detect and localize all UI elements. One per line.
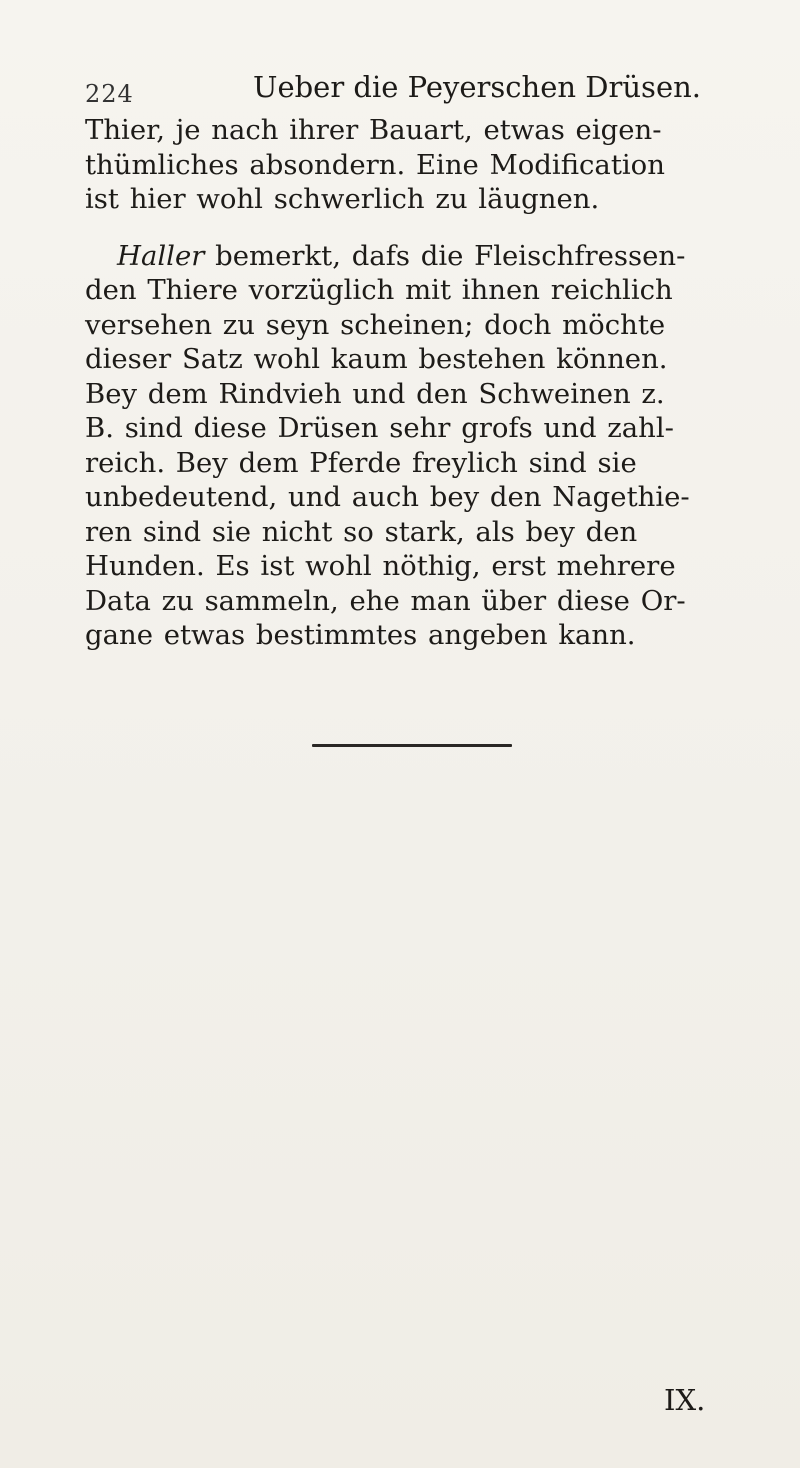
paragraph-1 xyxy=(85,113,725,217)
text-line: Hunden. Es ist wohl nöthig, erst mehrere xyxy=(85,550,676,582)
text-line: Data zu sammeln, ehe man über diese Or- xyxy=(85,584,686,617)
text-line xyxy=(85,239,725,274)
text-line: reich. Bey dem Pferde freylich sind sie xyxy=(85,446,637,479)
text-line: ren sind sie nicht so stark, als bey den xyxy=(85,515,638,548)
body-text xyxy=(85,113,725,653)
author-name: Haller xyxy=(117,239,205,272)
section-divider xyxy=(312,744,512,747)
page-header xyxy=(85,70,725,110)
text-line: Thier, je nach ihrer Bauart, etwas eigen- xyxy=(85,114,662,146)
signature-mark: IX. xyxy=(664,1383,706,1417)
text-line: B. sind diese Drüsen sehr grofs und zahl- xyxy=(85,412,674,444)
text-line: gane etwas bestimmtes angeben kann. xyxy=(85,619,636,651)
text-line: versehen zu seyn scheinen; doch möchte xyxy=(85,308,666,341)
text-line: thümliches absondern. Eine Modification xyxy=(85,148,665,181)
text-line: dieser Satz wohl kaum bestehen können. xyxy=(85,343,668,375)
text-line: den Thiere vorzüglich mit ihnen reichlich xyxy=(85,274,673,306)
running-title: Ueber die Peyerschen Drüsen. xyxy=(253,70,701,104)
page-number: 224 xyxy=(85,80,134,108)
paragraph-2 xyxy=(85,239,725,653)
text-line: unbedeutend, und auch bey den Nagethie- xyxy=(85,481,690,513)
text-line: ist hier wohl schwerlich zu läugnen. xyxy=(85,183,600,215)
text-line-rest: bemerkt, dafs die Fleischfressen- xyxy=(204,239,686,272)
text-line: Bey dem Rindvieh und den Schweinen z. xyxy=(85,377,665,410)
